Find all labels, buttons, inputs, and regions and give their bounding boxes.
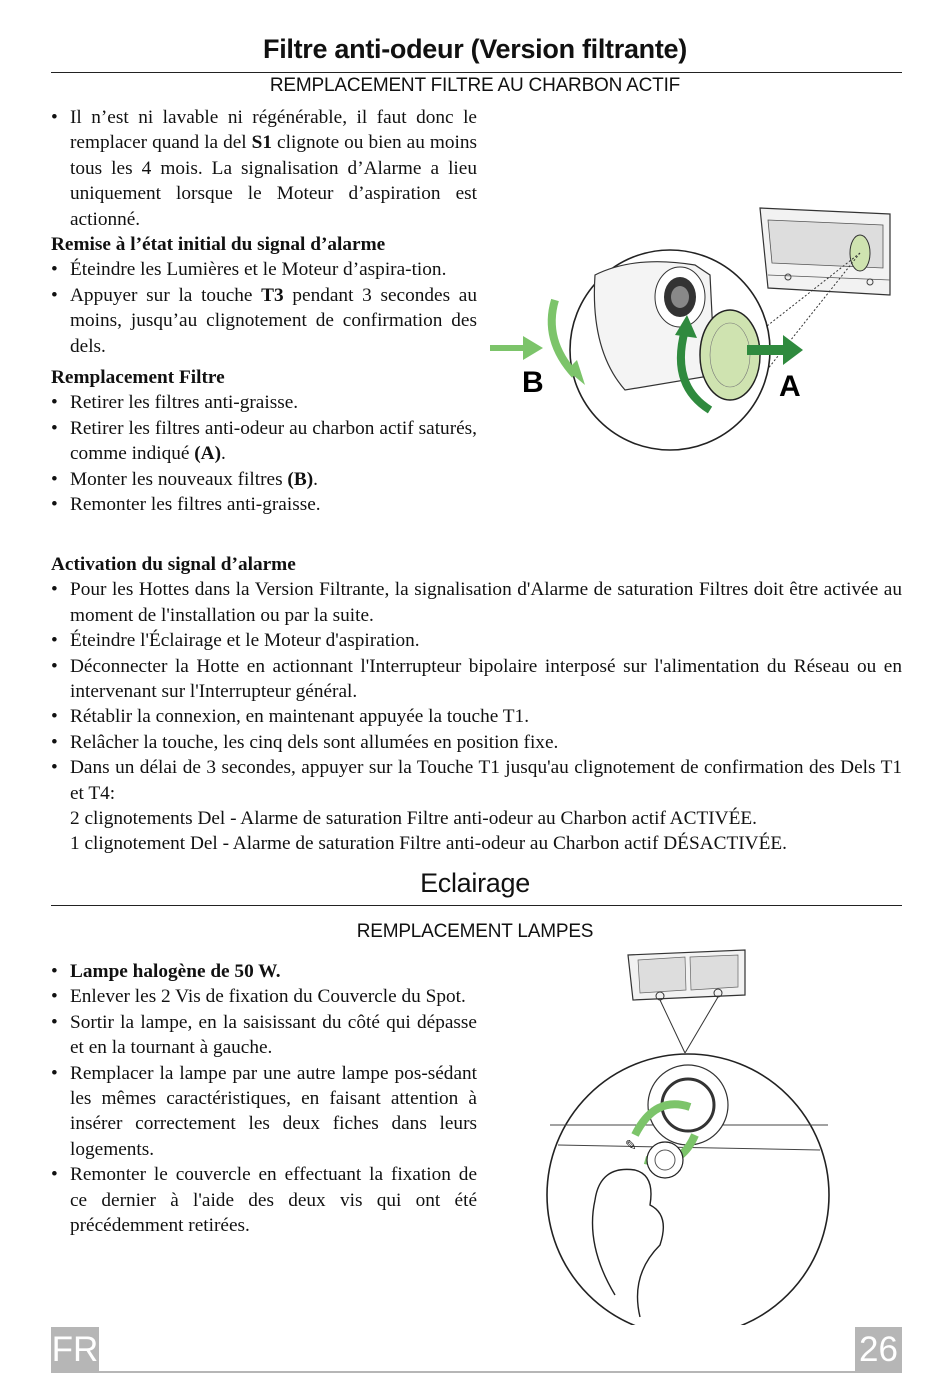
replace-heading: Remplacement Filtre [51,367,225,389]
label-b: B [522,366,544,399]
language-badge: FR [51,1327,99,1373]
activation-note: 2 clignotements Del - Alarme de saturation Filtre anti-odeur au Charbon actif ACTIVÉE. [70,808,757,830]
list-item: • Rétablir la connexion, en maintenant appuyée la touche T1. [51,704,902,729]
lamp-replacement-illustration [540,945,840,1325]
title-rule [51,72,902,73]
hood-thumbnail [760,208,890,295]
list-item: • Retirer les filtres anti-graisse. [51,390,477,415]
list-item: • Éteindre les Lumières et le Moteur d’aspira-tion. [51,257,477,282]
list-item: • Déconnecter la Hotte en actionnant l'Interrupteur bipolaire interposé sur l'alimentation du Réseau ou en intervenant sur l'Interrupteur général. [51,654,902,705]
list-item: • Sortir la lampe, en la saisissant du côté qui dépasse et en la tournant à gauche. [51,1010,477,1061]
section-subtitle-lighting: REMPLACEMENT LAMPES [356,921,594,942]
list-item: • Relâcher la touche, les cinq dels sont allumées en position fixe. [51,730,902,755]
motor-housing [594,262,715,390]
list-item: • Pour les Hottes dans la Version Filtrante, la signalisation d'Alarme de saturation Filtres doit être activée au moment de l'installation ou par la suite. [51,577,902,628]
insert-arrow-icon [490,336,543,360]
halogen-lamp [647,1142,683,1178]
list-item: • Lampe halogène de 50 W. [51,959,477,984]
list-item: • Remonter le couvercle en effectuant la fixation de ce dernier à l'aide des deux vis qui ont été précédemment retirées. [51,1162,477,1238]
footer-rule [51,1371,902,1373]
list-item: • Retirer les filtres anti-odeur au charbon actif saturés, comme indiqué (A). [51,416,477,467]
section-title-lighting: Eclairage [420,868,530,898]
list-item: • Appuyer sur la touche T3 pendant 3 secondes au moins, jusqu’au clignotement de confirmation des dels. [51,283,477,359]
filter-instructions [51,105,477,518]
hood-thumbnail [628,950,745,1000]
reset-heading: Remise à l’état initial du signal d’alarme [51,234,386,256]
page-number: 26 [855,1327,902,1373]
lamp-instructions [51,959,477,1238]
list-item: • Remonter les filtres anti-graisse. [51,492,477,517]
activation-heading: Activation du signal d’alarme [51,554,296,575]
list-item: • Monter les nouveaux filtres (B). [51,467,477,492]
filter-replacement-illustration [485,200,910,465]
list-item: • Éteindre l'Éclairage et le Moteur d'aspiration. [51,628,902,653]
screw-icon: ✎ [625,1137,637,1153]
section-title-filter: Filtre anti-odeur (Version filtrante) [263,34,687,64]
activation-note: 1 clignotement Del - Alarme de saturation Filtre anti-odeur au Charbon actif DÉSACTIVÉE. [70,833,787,855]
label-a: A [779,370,801,403]
activation-instructions [51,552,902,857]
list-item: • Enlever les 2 Vis de fixation du Couvercle du Spot. [51,984,477,1009]
intro-item: • Il n’est ni lavable ni régénérable, il faut donc le remplacer quand la del S1 clignote ou bien au moins tous les 4 mois. La signalisation d’Alarme a lieu uniquement lorsque le Moteur d’aspiration est actionné. [51,105,477,232]
list-item: • Dans un délai de 3 secondes, appuyer sur la Touche T1 jusqu'au clignotement de confirmation des Dels T1 et T4: [51,755,902,806]
title-rule [51,905,902,906]
list-item: • Remplacer la lampe par une autre lampe pos-sédant les mêmes caractéristiques, en faisant attention à insérer correctement les deux fiches dans leurs logements. [51,1061,477,1163]
section-subtitle-filter: REMPLACEMENT FILTRE AU CHARBON ACTIF [269,75,681,96]
